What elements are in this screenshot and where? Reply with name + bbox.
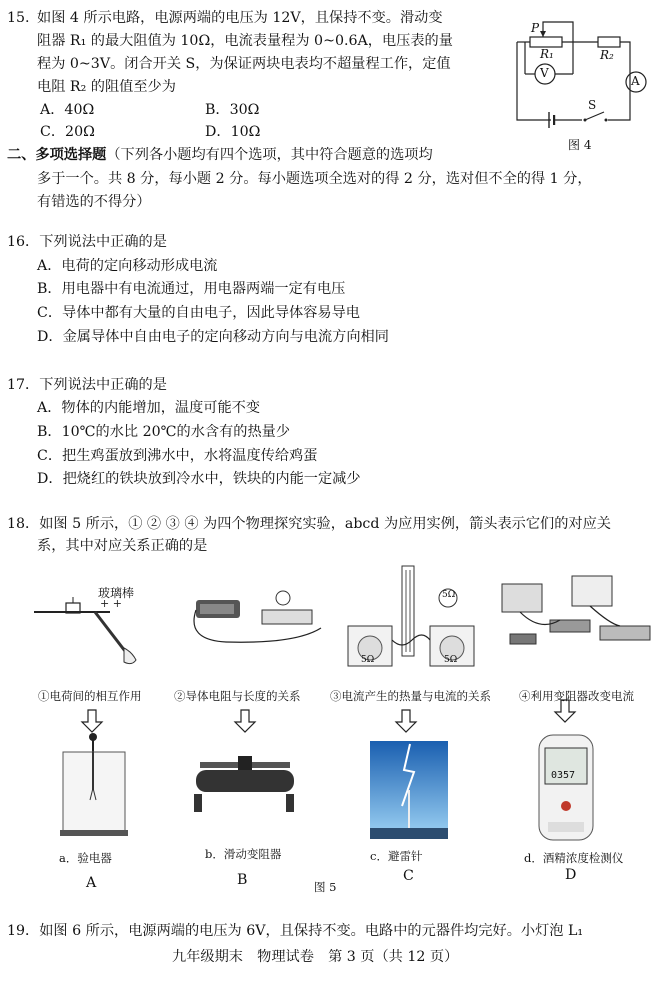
fig5-res-5-left: 5Ω xyxy=(361,655,375,665)
fig5-res-5-right: 5Ω xyxy=(444,655,458,665)
fig5-experiment-2: ②导体电阻与长度的关系 xyxy=(174,689,301,703)
q17-option-a: A．物体的内能增加，温度可能不变 xyxy=(37,400,261,416)
fig5-app-a: a．验电器 xyxy=(59,851,112,865)
section2-instructions-3: 有错选的不得分） xyxy=(37,194,151,210)
q18-line-1: 18．如图 5 所示，① ② ③ ④ 为四个物理探究实验，abcd 为应用实例，箭头表示它们的对应关 xyxy=(7,516,611,532)
app-a-electroscope-drawing xyxy=(60,733,128,836)
q15-option-d: D．10Ω xyxy=(205,124,261,140)
q16-option-b: B．用电器中有电流通过，用电器两端一定有电压 xyxy=(37,281,346,297)
app-b-rheostat-drawing xyxy=(194,756,294,812)
q16-option-c: C．导体中都有大量的自由电子，因此导体容易导电 xyxy=(37,305,360,321)
app-d-alcohol-detector-drawing xyxy=(539,735,593,840)
q15-option-a: A．40Ω xyxy=(40,102,95,118)
q15-line-4: 电阻 R₂ 的阻值至少为 xyxy=(37,79,176,95)
q17-option-c: C．把生鸡蛋放到沸水中，水将温度传给鸡蛋 xyxy=(37,448,318,464)
q15-option-b: B．30Ω xyxy=(205,102,260,118)
svg-text:+ +: + + xyxy=(100,597,122,610)
q17-option-b: B．10℃的水比 20℃的水含有的热量少 xyxy=(37,424,291,440)
fig4-label-s: S xyxy=(588,98,597,112)
fig5-letter-a: A xyxy=(86,875,97,891)
q18-line-2: 系，其中对应关系正确的是 xyxy=(37,538,208,554)
fig5-app-b: b．滑动变阻器 xyxy=(205,847,282,861)
exp4-meters-drawing xyxy=(502,576,650,644)
fig4-label-r1: R₁ xyxy=(540,47,554,61)
fig5-experiment-3: ③电流产生的热量与电流的关系 xyxy=(330,689,491,703)
fig5-rod-label: 玻璃棒 xyxy=(98,586,135,600)
q16-option-d: D．金属导体中自由电子的定向移动方向与电流方向相同 xyxy=(37,329,389,345)
section2-heading: 二、多项选择题 xyxy=(7,147,107,163)
exp3-beakers-drawing xyxy=(348,566,474,666)
section2-instructions-1: （下列各小题均有四个选项，其中符合题意的选项均 xyxy=(106,147,433,163)
down-arrows xyxy=(82,700,575,732)
q15-line-1: 如图 4 所示电路，电源两端的电压为 12V，且保持不变。滑动变 xyxy=(37,10,443,26)
fig5-caption: 图 5 xyxy=(314,880,337,894)
fig5-app-c: c．避雷针 xyxy=(370,849,423,863)
q16-stem: 16．下列说法中正确的是 xyxy=(7,234,167,250)
fig5-letter-d: D xyxy=(565,867,577,883)
fig4-label-p: P xyxy=(531,21,540,35)
section2-instructions-2: 多于一个。共 8 分，每小题 2 分。每小题选项全选对的得 2 分，选对但不全的得 1 分， xyxy=(37,171,592,187)
fig5-meter-reading: 0357 xyxy=(551,770,576,781)
fig5-experiment-4: ④利用变阻器改变电流 xyxy=(519,689,634,703)
q19-line-1: 19．如图 6 所示，电源两端的电压为 6V，且保持不变。电路中的元器件均完好。小灯泡 L₁ xyxy=(7,923,584,939)
fig4-caption: 图 4 xyxy=(568,138,592,152)
app-c-lightning-rod-drawing xyxy=(370,741,448,839)
fig4-label-a: A xyxy=(631,74,640,88)
fig4-label-r2: R₂ xyxy=(600,48,614,62)
q15-option-c: C．20Ω xyxy=(40,124,95,140)
exp1-charged-rods-drawing xyxy=(34,597,136,664)
q15-number: 15. xyxy=(7,10,30,26)
q15-line-3: 程为 0~3V。闭合开关 S，为保证两块电表均不超量程工作，定值 xyxy=(37,56,451,72)
q16-option-a: A．电荷的定向移动形成电流 xyxy=(37,258,218,274)
exp2-circuit-drawing xyxy=(194,591,321,642)
q17-stem: 17．下列说法中正确的是 xyxy=(7,377,167,393)
fig5-letter-c: C xyxy=(403,868,414,884)
fig4-label-v: V xyxy=(540,66,549,80)
fig5-experiment-1: ①电荷间的相互作用 xyxy=(38,689,142,703)
fig5-letter-b: B xyxy=(237,872,248,888)
fig5-app-d: d．酒精浓度检测仪 xyxy=(524,851,624,865)
fig5-res-5-top: 5Ω xyxy=(442,590,456,600)
q15-line-2: 阻器 R₁ 的最大阻值为 10Ω，电流表量程为 0~0.6A，电压表的量 xyxy=(37,33,453,49)
q17-option-d: D．把烧红的铁块放到冷水中，铁块的内能一定减少 xyxy=(37,471,361,487)
page-footer: 九年级期末 物理试卷 第 3 页（共 12 页） xyxy=(172,949,459,965)
